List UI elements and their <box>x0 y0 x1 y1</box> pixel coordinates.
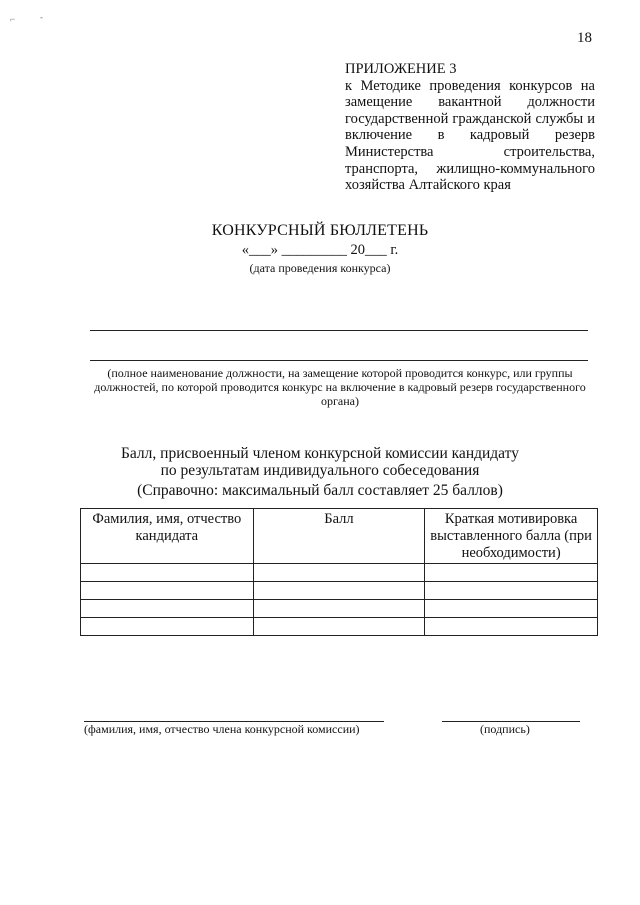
score-cell[interactable] <box>253 564 425 582</box>
score-cell[interactable] <box>253 582 425 600</box>
position-name-line-1[interactable] <box>90 330 588 331</box>
motivation-cell[interactable] <box>425 564 598 582</box>
table-header-row <box>81 509 598 564</box>
appendix-block <box>345 61 595 194</box>
bulletin-title: КОНКУРСНЫЙ БЮЛЛЕТЕНЬ <box>211 222 429 239</box>
score-cell[interactable] <box>253 600 425 618</box>
column-header-candidate-name: Фамилия, имя, отчество кандидата <box>81 509 254 564</box>
motivation-cell[interactable] <box>425 582 598 600</box>
position-name-line-2[interactable] <box>90 360 588 361</box>
reference-note: (Справочно: максимальный балл составляет 25 баллов) <box>137 482 503 499</box>
column-header-motivation: Краткая мотивировка выставленного балла (при необходимости) <box>425 509 598 564</box>
score-table <box>80 508 598 636</box>
date-caption: (дата проведения конкурса) <box>249 261 391 275</box>
table-row <box>81 618 598 636</box>
motivation-cell[interactable] <box>425 618 598 636</box>
column-header-score: Балл <box>253 509 425 564</box>
score-heading <box>0 445 640 479</box>
candidate-name-cell[interactable] <box>81 618 254 636</box>
member-name-caption: (фамилия, имя, отчество члена конкурсной комиссии) <box>84 722 360 736</box>
table-row <box>81 564 598 582</box>
table-row <box>81 582 598 600</box>
score-heading-line-2: по результатам индивидуального собеседования <box>160 462 480 479</box>
appendix-title: ПРИЛОЖЕНИЕ 3 <box>345 61 457 77</box>
date-line: «___» _________ 20___ г. <box>241 242 399 258</box>
candidate-name-cell[interactable] <box>81 600 254 618</box>
page-number: 18 <box>577 30 592 46</box>
signature-caption: (подпись) <box>480 722 530 736</box>
scan-mark: - <box>40 12 43 22</box>
motivation-cell[interactable] <box>425 600 598 618</box>
position-caption: (полное наименование должности, на замещение которой проводится конкурс, или группы должностей, по которой проводится конкурс на включение в кадровый резерв государственного органа) <box>94 366 586 408</box>
scan-mark: ⌐ <box>10 14 16 24</box>
appendix-text: к Методике проведения конкурсов на замещение вакантной должности государственной гражданской службы и включение в кадровый резерв Министерства строительства, транспорта, жилищно-коммунального хозяйства Алтайского края <box>345 77 595 194</box>
score-heading-line-1: Балл, присвоенный членом конкурсной комиссии кандидату <box>121 445 519 462</box>
candidate-name-cell[interactable] <box>81 582 254 600</box>
candidate-name-cell[interactable] <box>81 564 254 582</box>
score-cell[interactable] <box>253 618 425 636</box>
table-row <box>81 600 598 618</box>
